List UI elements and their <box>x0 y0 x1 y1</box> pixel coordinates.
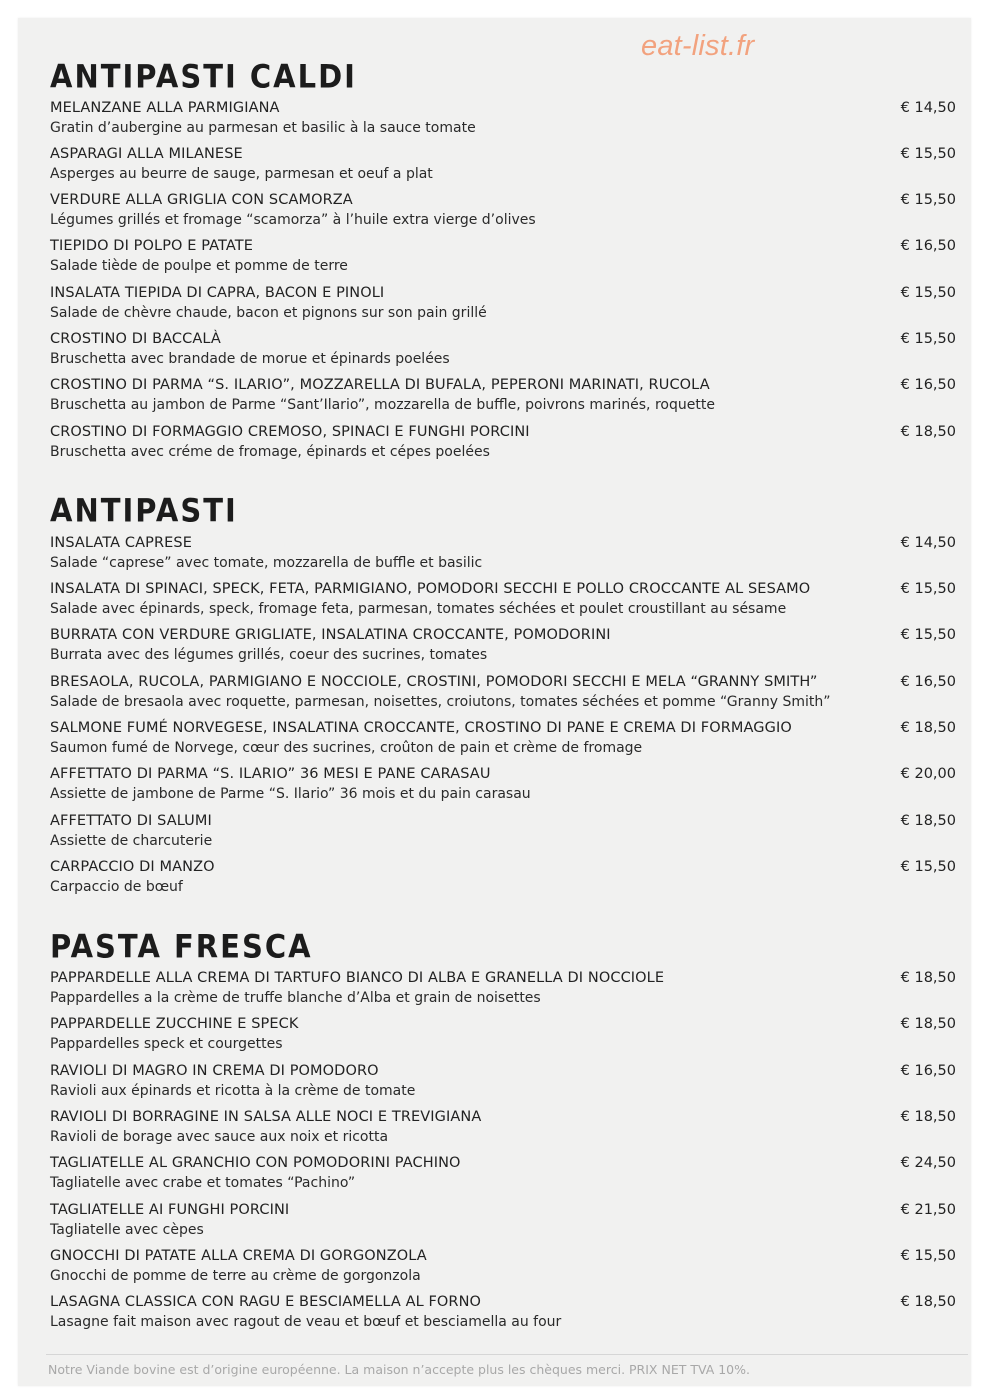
item-name: VERDURE ALLA GRIGLIA CON SCAMORZA <box>50 192 353 208</box>
item-name: TAGLIATELLE AL GRANCHIO CON POMODORINI PACHINO <box>50 1155 461 1171</box>
item-description: Bruschetta au jambon de Parme “Sant’Ilario”, mozzarella de buffle, poivrons marinés, roquette <box>50 397 715 413</box>
item-name: ASPARAGI ALLA MILANESE <box>50 146 243 162</box>
item-name: RAVIOLI DI MAGRO IN CREMA DI POMODORO <box>50 1063 379 1079</box>
footer-note: Notre Viande bovine est d’origine européenne. La maison n’accepte plus les chèques merci. PRIX NET TVA 10%. <box>48 1362 750 1377</box>
item-name: INSALATA CAPRESE <box>50 535 192 551</box>
menu-item <box>50 1016 960 1060</box>
item-price: € 15,50 <box>900 285 956 301</box>
item-description: Saumon fumé de Norvege, cœur des sucrines, croûton de pain et crème de fromage <box>50 740 643 756</box>
section-title-antipasti: ANTIPASTI <box>50 492 238 530</box>
item-name: AFFETTATO DI PARMA “S. ILARIO” 36 MESI E PANE CARASAU <box>50 766 491 782</box>
item-description: Tagliatelle avec crabe et tomates “Pachino” <box>50 1175 356 1191</box>
menu-item <box>50 1202 960 1246</box>
item-name: INSALATA TIEPIDA DI CAPRA, BACON E PINOLI <box>50 285 385 301</box>
item-description: Assiette de charcuterie <box>50 833 213 849</box>
item-description: Carpaccio de bœuf <box>50 879 183 895</box>
item-name: INSALATA DI SPINACI, SPECK, FETA, PARMIGIANO, POMODORI SECCHI E POLLO CROCCANTE AL SESAMO <box>50 581 811 597</box>
item-description: Burrata avec des légumes grillés, coeur des sucrines, tomates <box>50 647 488 663</box>
item-price: € 18,50 <box>900 1016 956 1032</box>
menu-item <box>50 1155 960 1199</box>
item-description: Gratin d’aubergine au parmesan et basilic à la sauce tomate <box>50 120 476 136</box>
item-price: € 18,50 <box>900 813 956 829</box>
menu-item <box>50 1063 960 1107</box>
item-price: € 18,50 <box>900 1294 956 1310</box>
item-price: € 20,00 <box>900 766 956 782</box>
item-description: Asperges au beurre de sauge, parmesan et oeuf a plat <box>50 166 433 182</box>
item-price: € 18,50 <box>900 424 956 440</box>
item-price: € 15,50 <box>900 581 956 597</box>
item-price: € 14,50 <box>900 535 956 551</box>
item-name: BURRATA CON VERDURE GRIGLIATE, INSALATINA CROCCANTE, POMODORINI <box>50 627 611 643</box>
item-name: PAPPARDELLE ZUCCHINE E SPECK <box>50 1016 299 1032</box>
item-description: Légumes grillés et fromage “scamorza” à l’huile extra vierge d’olives <box>50 212 536 228</box>
menu-item <box>50 424 960 468</box>
item-name: GNOCCHI DI PATATE ALLA CREMA DI GORGONZOLA <box>50 1248 427 1264</box>
item-name: LASAGNA CLASSICA CON RAGU E BESCIAMELLA AL FORNO <box>50 1294 482 1310</box>
item-name: CROSTINO DI PARMA “S. ILARIO”, MOZZARELLA DI BUFALA, PEPERONI MARINATI, RUCOLA <box>50 377 710 393</box>
menu-item <box>50 674 960 718</box>
item-description: Salade tiède de poulpe et pomme de terre <box>50 258 348 274</box>
menu-item <box>50 535 960 579</box>
item-name: MELANZANE ALLA PARMIGIANA <box>50 100 280 116</box>
item-name: CARPACCIO DI MANZO <box>50 859 215 875</box>
item-description: Salade de bresaola avec roquette, parmesan, noisettes, croiutons, tomates séchées et pomme “Granny Smith” <box>50 694 831 710</box>
item-name: CROSTINO DI FORMAGGIO CREMOSO, SPINACI E FUNGHI PORCINI <box>50 424 530 440</box>
section-title-antipasti-caldi: ANTIPASTI CALDI <box>50 58 357 96</box>
item-price: € 15,50 <box>900 859 956 875</box>
menu-item <box>50 285 960 329</box>
item-description: Pappardelles speck et courgettes <box>50 1036 283 1052</box>
item-price: € 15,50 <box>900 1248 956 1264</box>
item-description: Pappardelles a la crème de truffe blanche d’Alba et grain de noisettes <box>50 990 541 1006</box>
section-title-pasta-fresca: PASTA FRESCA <box>50 928 313 966</box>
menu-item <box>50 377 960 421</box>
item-name: AFFETTATO DI SALUMI <box>50 813 212 829</box>
item-description: Lasagne fait maison avec ragout de veau et bœuf et besciamella au four <box>50 1314 562 1330</box>
item-price: € 24,50 <box>900 1155 956 1171</box>
item-price: € 15,50 <box>900 192 956 208</box>
item-price: € 16,50 <box>900 1063 956 1079</box>
menu-item <box>50 238 960 282</box>
menu-item <box>50 813 960 857</box>
menu-item <box>50 1248 960 1292</box>
menu-item <box>50 331 960 375</box>
item-description: Bruschetta avec créme de fromage, épinards et cépes poelées <box>50 444 490 460</box>
item-name: TAGLIATELLE AI FUNGHI PORCINI <box>50 1202 290 1218</box>
menu-item <box>50 766 960 810</box>
item-price: € 16,50 <box>900 674 956 690</box>
menu-item <box>50 970 960 1014</box>
item-name: SALMONE FUMÉ NORVEGESE, INSALATINA CROCCANTE, CROSTINO DI PANE E CREMA DI FORMAGGIO <box>50 720 792 736</box>
item-name: PAPPARDELLE ALLA CREMA DI TARTUFO BIANCO DI ALBA E GRANELLA DI NOCCIOLE <box>50 970 665 986</box>
menu-item <box>50 859 960 903</box>
menu-item <box>50 581 960 625</box>
item-description: Assiette de jambone de Parme “S. Ilario” 36 mois et du pain carasau <box>50 786 531 802</box>
item-price: € 18,50 <box>900 1109 956 1125</box>
item-price: € 16,50 <box>900 238 956 254</box>
menu-item <box>50 192 960 236</box>
item-price: € 18,50 <box>900 970 956 986</box>
item-price: € 21,50 <box>900 1202 956 1218</box>
item-description: Gnocchi de pomme de terre au crème de gorgonzola <box>50 1268 421 1284</box>
menu-item <box>50 627 960 671</box>
menu-item <box>50 100 960 144</box>
item-name: BRESAOLA, RUCOLA, PARMIGIANO E NOCCIOLE, CROSTINI, POMODORI SECCHI E MELA “GRANNY SMITH” <box>50 674 818 690</box>
watermark: eat-list.fr <box>641 30 755 62</box>
item-description: Ravioli aux épinards et ricotta à la crème de tomate <box>50 1083 416 1099</box>
item-name: CROSTINO DI BACCALÀ <box>50 331 221 347</box>
item-description: Tagliatelle avec cèpes <box>50 1222 204 1238</box>
item-price: € 14,50 <box>900 100 956 116</box>
item-description: Ravioli de borage avec sauce aux noix et ricotta <box>50 1129 389 1145</box>
item-description: Salade avec épinards, speck, fromage feta, parmesan, tomates séchées et poulet croustillant au sésame <box>50 601 787 617</box>
item-name: TIEPIDO DI POLPO E PATATE <box>50 238 253 254</box>
menu-item <box>50 1109 960 1153</box>
item-price: € 15,50 <box>900 331 956 347</box>
item-price: € 18,50 <box>900 720 956 736</box>
footer-divider <box>46 1354 968 1355</box>
item-description: Bruschetta avec brandade de morue et épinards poelées <box>50 351 450 367</box>
menu-item <box>50 1294 960 1338</box>
item-name: RAVIOLI DI BORRAGINE IN SALSA ALLE NOCI E TREVIGIANA <box>50 1109 482 1125</box>
item-description: Salade de chèvre chaude, bacon et pignons sur son pain grillé <box>50 305 487 321</box>
item-price: € 15,50 <box>900 627 956 643</box>
item-description: Salade “caprese” avec tomate, mozzarella de buffle et basilic <box>50 555 483 571</box>
menu-item <box>50 146 960 190</box>
item-price: € 16,50 <box>900 377 956 393</box>
item-price: € 15,50 <box>900 146 956 162</box>
menu-item <box>50 720 960 764</box>
